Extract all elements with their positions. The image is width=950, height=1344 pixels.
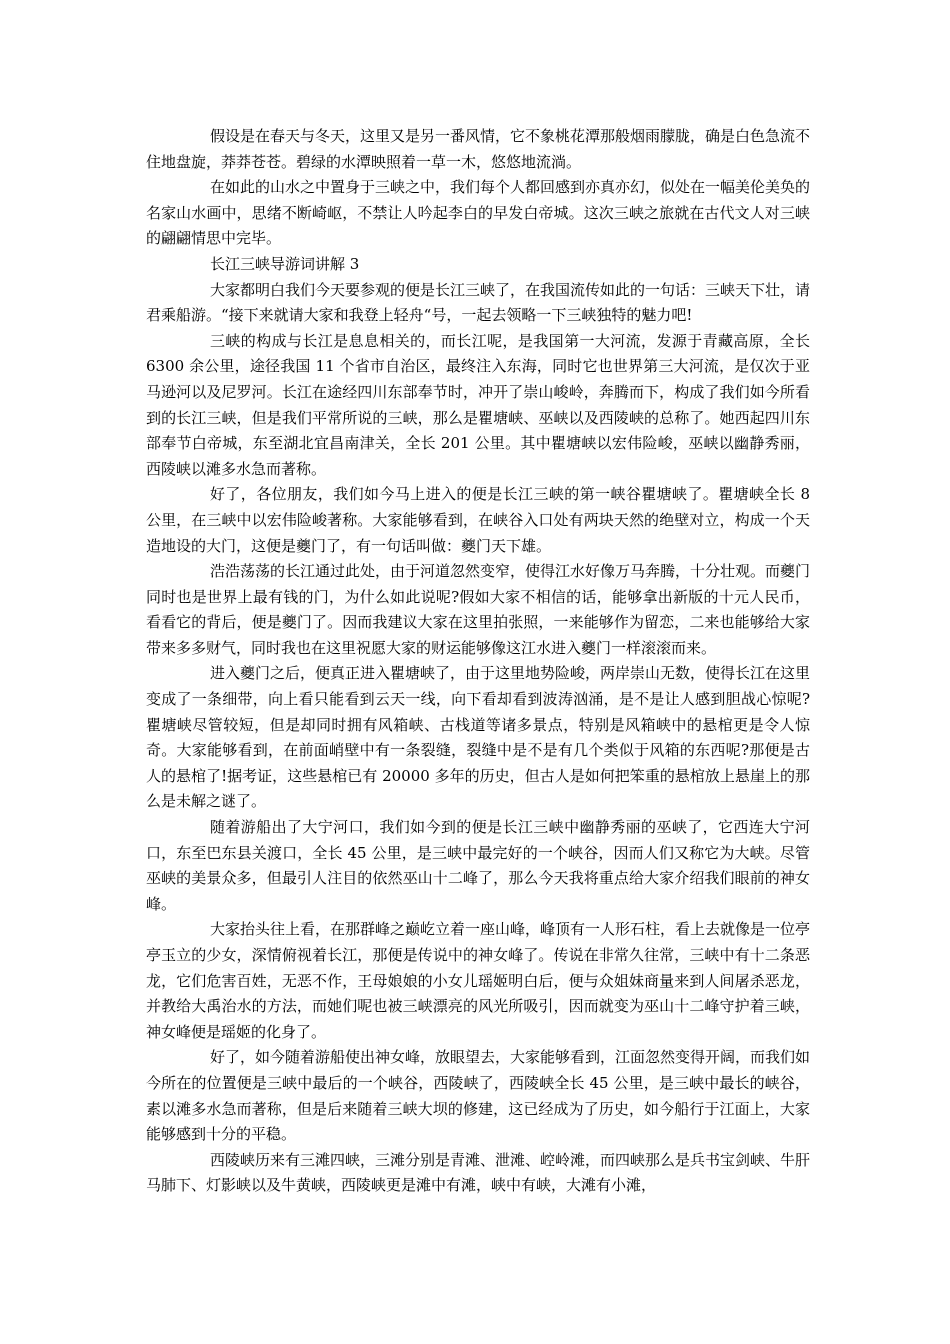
paragraph: 进入夔门之后，便真正进入瞿塘峡了，由于这里地势险峻，两岸崇山无数，使得长江在这里变成了一条细带，向上看只能看到云天一线，向下看却看到波涛汹涌，是不是让人感到胆战心惊呢?瞿塘峡尽管较短，但是却同时拥有风箱峡、古栈道等诸多景点，特别是风箱峡中的悬棺更是令人惊奇。大家能够看到，在前面峭壁中有一条裂缝，裂缝中是不是有几个类似于风箱的东西呢?那便是古人的悬棺了!据考证，这些悬棺已有 20000 多年的历史，但古人是如何把笨重的悬棺放上悬崖上的那么是未解之谜了。 xyxy=(146,664,811,811)
paragraph: 好了，如今随着游船使出神女峰，放眼望去，大家能够看到，江面忽然变得开阔，而我们如今所在的位置便是三峡中最后的一个峡谷，西陵峡了，西陵峡全长 45 公里，是三峡中最长的峡谷，素以滩多水急而著称，但是后来随着三峡大坝的修建，这已经成为了历史，如今船行于江面上，大家能够感到十分的平稳。 xyxy=(146,1048,811,1144)
paragraph: 浩浩荡荡的长江通过此处，由于河道忽然变窄，使得江水好像万马奔腾，十分壮观。而夔门同时也是世界上最有钱的门，为什么如此说呢?假如大家不相信的话，能够拿出新版的十元人民币，看看它的背后，便是夔门了。因而我建议大家在这里拍张照，一来能够作为留恋，二来也能够给大家带来多多财气，同时我也在这里祝愿大家的财运能够像这江水进入夔门一样滚滚而来。 xyxy=(146,562,811,657)
paragraph: 随着游船出了大宁河口，我们如今到的便是长江三峡中幽静秀丽的巫峡了，它西连大宁河口，东至巴东县关渡口，全长 45 公里，是三峡中最完好的一个峡谷，因而人们又称它为大峡。尽管巫峡的美景众多，但最引人注目的依然巫山十二峰了，那么今天我将重点给大家介绍我们眼前的神女峰。 xyxy=(146,818,810,913)
paragraph: 在如此的山水之中置身于三峡之中，我们每个人都回感到亦真亦幻，似处在一幅美伦美奂的名家山水画中，思绪不断崎岖，不禁让人吟起李白的早发白帝城。这次三峡之旅就在古代文人对三峡的翩翩情思中完毕。 xyxy=(146,178,811,248)
document-body xyxy=(146,124,810,1199)
paragraph: 大家抬头往上看，在那群峰之巅屹立着一座山峰，峰顶有一人形石柱，看上去就像是一位亭亭玉立的少女，深情俯视着长江，那便是传说中的神女峰了。传说在非常久往常，三峡中有十二条恶龙，它们危害百姓，无恶不作，王母娘娘的小女儿瑶姬明白后，便与众姐妹商量来到人间屠杀恶龙，并教给大禹治水的方法，而她们呢也被三峡漂亮的风光所吸引，因而就变为巫山十二峰守护着三峡，神女峰便是瑶姬的化身了。 xyxy=(146,920,811,1041)
section-heading: 长江三峡导游词讲解 3 xyxy=(210,254,360,273)
paragraph: 三峡的构成与长江是息息相关的，而长江呢，是我国第一大河流，发源于青藏高原，全长 6300 余公里，途径我国 11 个省市自治区，最终注入东海，同时它也世界第三大河流，是仅次于亚马逊河以及尼罗河。长江在途经四川东部奉节时，冲开了崇山峻岭，奔腾而下，构成了我们如今所看到的长江三峡，但是我们平常所说的三峡，那么是瞿塘峡、巫峡以及西陵峡的总称了。她西起四川东部奉节白帝城，东至湖北宜昌南津关，全长 201 公里。其中瞿塘峡以宏伟险峻，巫峡以幽静秀丽，西陵峡以滩多水急而著称。 xyxy=(146,331,810,478)
paragraph: 西陵峡历来有三滩四峡，三滩分别是青滩、泄滩、崆岭滩，而四峡那么是兵书宝剑峡、牛肝马肺下、灯影峡以及牛黄峡，西陵峡更是滩中有滩，峡中有峡，大滩有小滩， xyxy=(146,1150,811,1195)
paragraph: 假设是在春天与冬天，这里又是另一番风情，它不象桃花潭那般烟雨朦胧，确是白色急流不住地盘旋，莽莽苍苍。碧绿的水潭映照着一草一木，悠悠地流淌。 xyxy=(146,127,811,171)
paragraph: 大家都明白我们今天要参观的便是长江三峡了，在我国流传如此的一句话：三峡天下壮，请君乘船游。“接下来就请大家和我登上轻舟“号，一起去领略一下三峡独特的魅力吧! xyxy=(146,280,811,325)
paragraph: 好了，各位朋友，我们如今马上进入的便是长江三峡的第一峡谷瞿塘峡了。瞿塘峡全长 8 公里，在三峡中以宏伟险峻著称。大家能够看到，在峡谷入口处有两块天然的绝壁对立，构成一个天造地设的大门，这便是夔门了，有一句话叫做：夔门天下雄。 xyxy=(146,485,810,555)
